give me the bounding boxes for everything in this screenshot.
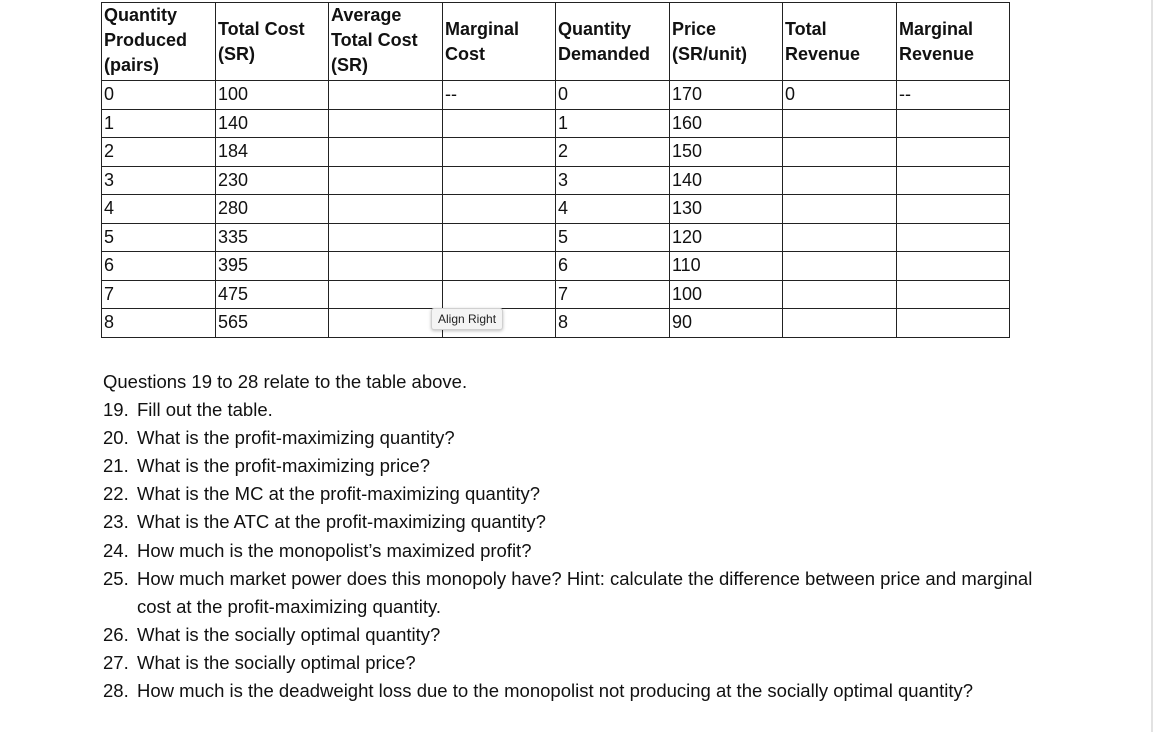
cell-price[interactable]: 140 <box>670 166 783 195</box>
header-line: Demanded <box>558 43 651 64</box>
question-item <box>103 452 1033 480</box>
table-row <box>102 166 1010 195</box>
cell-total-cost[interactable]: 100 <box>216 81 329 110</box>
cell-average-total-cost[interactable] <box>329 252 443 281</box>
header-line: (SR) <box>218 43 255 64</box>
header-line: Produced <box>104 30 188 50</box>
cell-quantity-produced[interactable]: 8 <box>102 309 216 338</box>
cell-average-total-cost[interactable] <box>329 138 443 167</box>
cell-average-total-cost[interactable] <box>329 109 443 138</box>
cell-price[interactable]: 90 <box>670 309 783 338</box>
question-text: What is the profit-maximizing quantity? <box>137 427 455 449</box>
cell-total-cost[interactable]: 140 <box>216 109 329 138</box>
cell-quantity-demanded[interactable]: 7 <box>556 280 670 309</box>
questions-section <box>103 368 1033 705</box>
question-number: 22. <box>103 483 129 505</box>
question-item <box>103 396 1033 424</box>
header-line: Average <box>331 5 402 25</box>
cell-marginal-revenue[interactable] <box>897 138 1010 167</box>
cell-total-cost[interactable]: 335 <box>216 223 329 252</box>
question-text: What is the profit-maximizing price? <box>137 455 431 477</box>
cell-total-cost[interactable]: 565 <box>216 309 329 338</box>
header-line: Quantity <box>558 18 632 39</box>
question-text: What is the socially optimal price? <box>137 651 416 673</box>
table-row <box>102 309 1010 338</box>
cell-quantity-produced[interactable]: 5 <box>102 223 216 252</box>
cell-marginal-revenue[interactable] <box>897 309 1010 338</box>
question-number: 26. <box>103 623 129 645</box>
cell-total-revenue[interactable] <box>783 280 897 309</box>
cell-quantity-demanded[interactable]: 4 <box>556 195 670 224</box>
header-marginal-cost <box>443 3 556 81</box>
cell-quantity-demanded[interactable]: 2 <box>556 138 670 167</box>
header-quantity-produced <box>102 3 216 81</box>
cell-marginal-revenue[interactable] <box>897 195 1010 224</box>
question-text: Fill out the table. <box>137 399 273 421</box>
cell-marginal-revenue[interactable] <box>897 166 1010 195</box>
cell-marginal-cost[interactable] <box>443 195 556 224</box>
cell-average-total-cost[interactable] <box>329 309 443 338</box>
question-item <box>103 508 1033 536</box>
cell-quantity-produced[interactable]: 7 <box>102 280 216 309</box>
question-number: 23. <box>103 511 129 533</box>
header-line: Cost <box>445 43 485 64</box>
question-item <box>103 649 1033 677</box>
cell-total-cost[interactable]: 184 <box>216 138 329 167</box>
cell-marginal-cost[interactable]: -- <box>443 81 556 110</box>
question-text: How much market power does this monopoly have? Hint: calculate the difference between price and marginal cost at the profit-maximizing quantity. <box>137 567 1033 617</box>
table-row <box>102 252 1010 281</box>
cell-quantity-produced[interactable]: 0 <box>102 81 216 110</box>
cell-average-total-cost[interactable] <box>329 223 443 252</box>
header-marginal-revenue <box>897 3 1010 81</box>
cost-revenue-table <box>101 2 1010 338</box>
table-header-row <box>102 3 1010 81</box>
cell-total-revenue[interactable] <box>783 109 897 138</box>
cell-average-total-cost[interactable] <box>329 166 443 195</box>
table-row <box>102 109 1010 138</box>
question-text: What is the MC at the profit-maximizing quantity? <box>137 483 541 505</box>
question-number: 24. <box>103 539 129 561</box>
cell-average-total-cost[interactable] <box>329 81 443 110</box>
align-right-tooltip: Align Right <box>431 308 503 330</box>
cell-marginal-cost[interactable] <box>443 280 556 309</box>
table-row <box>102 81 1010 110</box>
question-number: 27. <box>103 651 129 673</box>
cell-total-revenue[interactable] <box>783 166 897 195</box>
header-line: Total Cost <box>218 18 305 39</box>
cell-total-revenue[interactable] <box>783 195 897 224</box>
header-line: Marginal <box>445 18 520 39</box>
cell-quantity-produced[interactable]: 4 <box>102 195 216 224</box>
question-list <box>103 396 1033 705</box>
cell-marginal-revenue[interactable] <box>897 223 1010 252</box>
question-text: What is the socially optimal quantity? <box>137 623 441 645</box>
header-average-total-cost <box>329 3 443 81</box>
cell-total-cost[interactable]: 395 <box>216 252 329 281</box>
header-line: Quantity <box>104 5 178 25</box>
question-item <box>103 677 1033 705</box>
cell-marginal-cost[interactable] <box>443 138 556 167</box>
question-number: 28. <box>103 680 129 702</box>
question-text: How much is the deadweight loss due to the monopolist not producing at the socially optimal quantity? <box>137 680 974 702</box>
cell-marginal-revenue[interactable] <box>897 280 1010 309</box>
cell-price[interactable]: 100 <box>670 280 783 309</box>
cell-marginal-revenue[interactable] <box>897 252 1010 281</box>
cell-price[interactable]: 150 <box>670 138 783 167</box>
cell-average-total-cost[interactable] <box>329 195 443 224</box>
cell-quantity-demanded[interactable]: 1 <box>556 109 670 138</box>
cell-price[interactable]: 170 <box>670 81 783 110</box>
header-price <box>670 3 783 81</box>
cell-price[interactable]: 160 <box>670 109 783 138</box>
cell-marginal-cost[interactable] <box>443 109 556 138</box>
cell-quantity-produced[interactable]: 1 <box>102 109 216 138</box>
header-quantity-demanded <box>556 3 670 81</box>
header-line: (SR) <box>331 55 368 75</box>
header-line: Marginal <box>899 18 974 39</box>
cell-price[interactable]: 120 <box>670 223 783 252</box>
cell-total-revenue[interactable]: 0 <box>783 81 897 110</box>
question-text: How much is the monopolist’s maximized profit? <box>137 539 532 561</box>
header-line: Total <box>785 18 827 39</box>
table-body <box>102 81 1010 338</box>
cell-total-revenue[interactable] <box>783 252 897 281</box>
question-item <box>103 424 1033 452</box>
cell-price[interactable]: 110 <box>670 252 783 281</box>
header-line: Revenue <box>785 43 861 64</box>
cell-total-cost[interactable]: 230 <box>216 166 329 195</box>
header-line: (pairs) <box>104 55 160 75</box>
question-number: 20. <box>103 427 129 449</box>
header-total-revenue <box>783 3 897 81</box>
cell-marginal-revenue[interactable] <box>897 109 1010 138</box>
question-number: 21. <box>103 455 129 477</box>
question-text: What is the ATC at the profit-maximizing quantity? <box>137 511 546 533</box>
question-item <box>103 537 1033 565</box>
header-total-cost <box>216 3 329 81</box>
table-row <box>102 280 1010 309</box>
cell-marginal-cost[interactable] <box>443 223 556 252</box>
table-row <box>102 138 1010 167</box>
cell-quantity-demanded[interactable]: 8 <box>556 309 670 338</box>
cell-quantity-demanded[interactable]: 6 <box>556 252 670 281</box>
cell-quantity-demanded[interactable]: 0 <box>556 81 670 110</box>
cell-quantity-demanded[interactable]: 5 <box>556 223 670 252</box>
cell-average-total-cost[interactable] <box>329 280 443 309</box>
header-line: (SR/unit) <box>672 43 747 64</box>
question-item <box>103 480 1033 508</box>
question-number: 19. <box>103 399 129 421</box>
page-right-edge <box>1151 0 1153 732</box>
question-number: 25. <box>103 567 129 589</box>
cell-total-revenue[interactable] <box>783 223 897 252</box>
cell-marginal-cost[interactable] <box>443 166 556 195</box>
questions-intro: Questions 19 to 28 relate to the table above. <box>103 371 468 392</box>
cell-total-revenue[interactable] <box>783 138 897 167</box>
cell-total-cost[interactable]: 280 <box>216 195 329 224</box>
header-line: Total Cost <box>331 30 418 50</box>
header-line: Price <box>672 18 717 39</box>
cell-total-cost[interactable]: 475 <box>216 280 329 309</box>
cell-price[interactable]: 130 <box>670 195 783 224</box>
cell-quantity-produced[interactable]: 6 <box>102 252 216 281</box>
question-item <box>103 621 1033 649</box>
header-line: Revenue <box>899 43 975 64</box>
cell-quantity-produced[interactable]: 3 <box>102 166 216 195</box>
table-row <box>102 195 1010 224</box>
cell-marginal-revenue[interactable]: -- <box>897 81 1010 110</box>
cell-marginal-cost[interactable] <box>443 252 556 281</box>
cell-total-revenue[interactable] <box>783 309 897 338</box>
question-item <box>103 565 1033 621</box>
cell-quantity-demanded[interactable]: 3 <box>556 166 670 195</box>
cell-quantity-produced[interactable]: 2 <box>102 138 216 167</box>
table-row <box>102 223 1010 252</box>
